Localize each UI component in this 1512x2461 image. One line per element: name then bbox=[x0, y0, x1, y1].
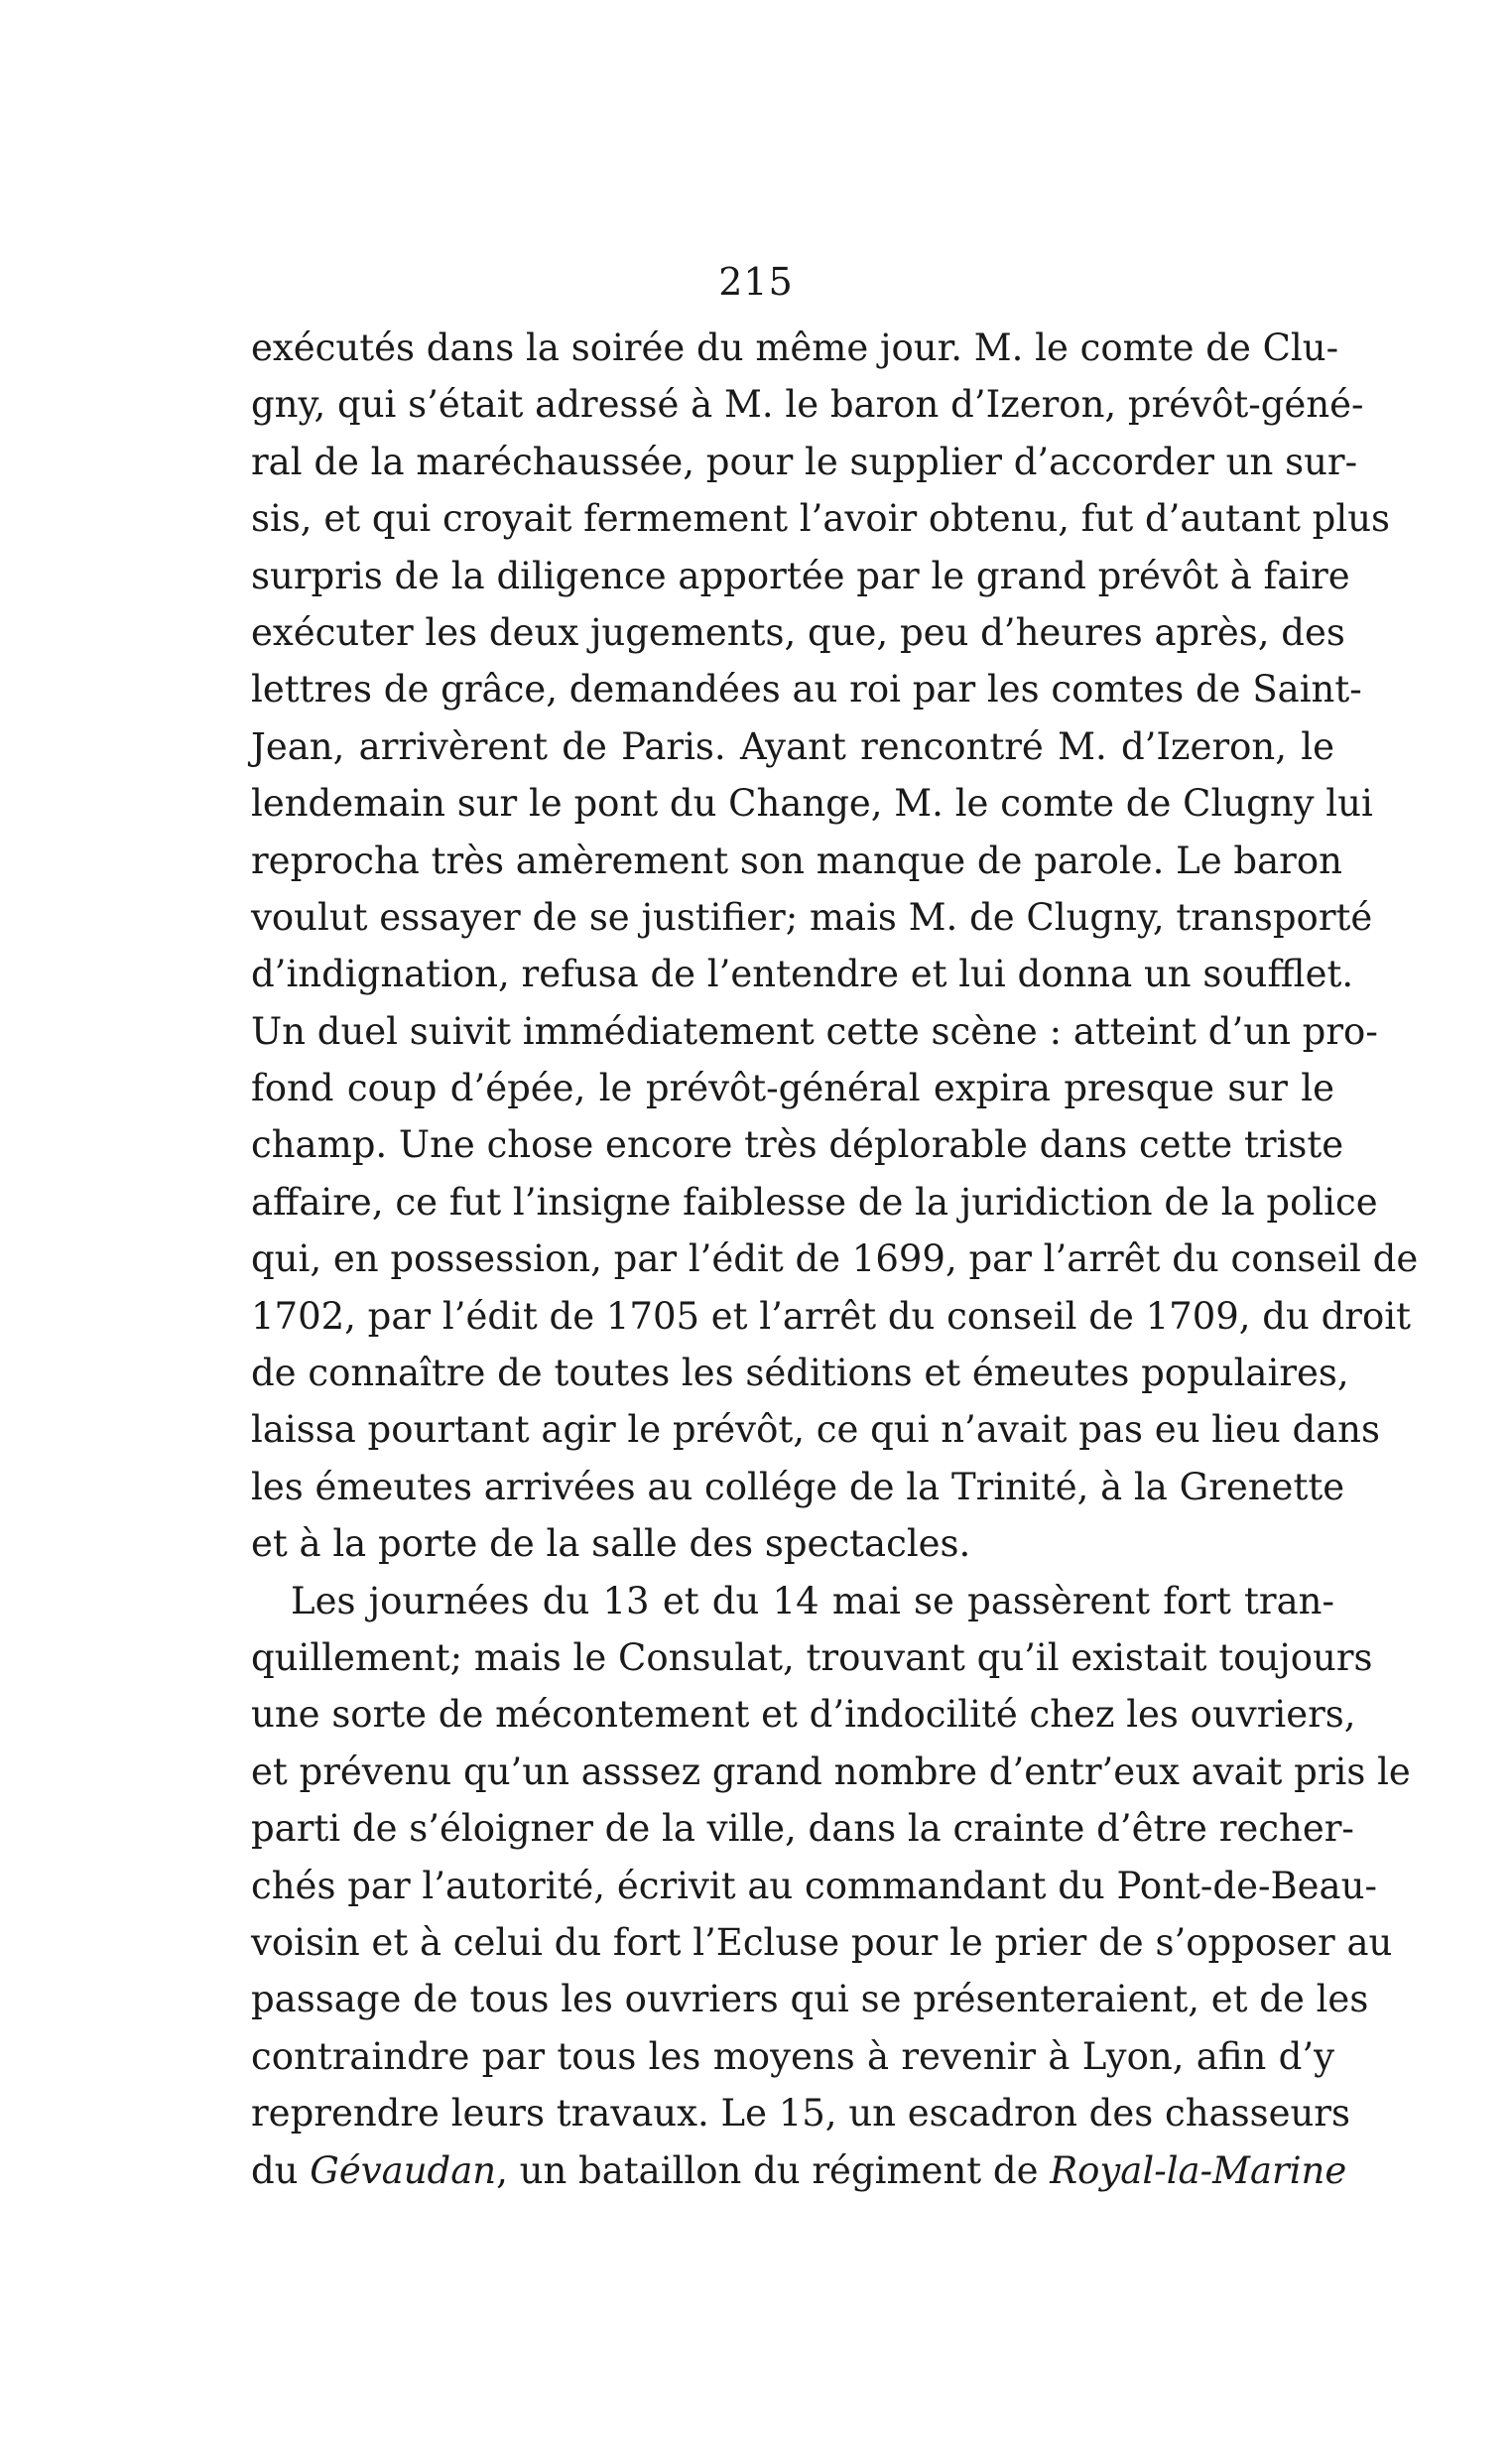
text-line: 1702, par l’édit de 1705 et l’arrêt du conseil de 1709, du droit bbox=[251, 1294, 1411, 1338]
text-line: les émeutes arrivées au collége de la Trinité, à la Grenette bbox=[251, 1465, 1345, 1508]
text-line: voulut essayer de se justifier; mais M. de Clugny, transporté bbox=[251, 895, 1373, 939]
text-line: de connaître de toutes les séditions et émeutes populaires, bbox=[251, 1352, 1349, 1395]
paragraph-2 bbox=[251, 1573, 1411, 2199]
text-line: Jean, arrivèrent de Paris. Ayant rencontré M. d’Izeron, le bbox=[251, 724, 1334, 768]
text-line: lendemain sur le pont du Change, M. le comte de Clugny lui bbox=[251, 782, 1373, 826]
text-line: exécuter les deux jugements, que, peu d’heures après, des bbox=[251, 610, 1345, 654]
text-line: Les journées du 13 et du 14 mai se passèrent fort tran- bbox=[291, 1579, 1334, 1622]
text-line: champ. Une chose encore très déplorable dans cette triste bbox=[251, 1123, 1344, 1167]
text-line: reprendre leurs travaux. Le 15, un escadron des chasseurs bbox=[251, 2092, 1350, 2136]
paragraph-1 bbox=[251, 320, 1419, 1573]
body-text bbox=[251, 320, 1419, 2199]
text-line: gny, qui s’était adressé à M. le baron d’Izeron, prévôt-géné- bbox=[251, 383, 1364, 427]
text-line: qui, en possession, par l’édit de 1699, par l’arrêt du conseil de bbox=[251, 1237, 1419, 1281]
text-line: surpris de la diligence apportée par le grand prévôt à faire bbox=[251, 554, 1350, 597]
text-line: Un duel suivit immédiatement cette scène : atteint d’un pro- bbox=[251, 1009, 1378, 1053]
text-line: reprocha très amèrement son manque de parole. Le baron bbox=[251, 839, 1342, 882]
italic-text: Gévaudan bbox=[310, 2148, 497, 2192]
text-line: lettres de grâce, demandées au roi par les comtes de Saint- bbox=[251, 668, 1362, 712]
text-line: ral de la maréchaussée, pour le supplier d’accorder un sur- bbox=[251, 440, 1358, 483]
text-line: voisin et à celui du fort l’Ecluse pour le prier de s’opposer au bbox=[251, 1920, 1393, 1964]
text-line: d’indignation, refusa de l’entendre et lui donna un soufflet. bbox=[251, 953, 1354, 996]
text-line: parti de s’éloigner de la ville, dans la crainte d’être recher- bbox=[251, 1807, 1354, 1851]
text-line: exécutés dans la soirée du même jour. M. le comte de Clu- bbox=[251, 326, 1339, 369]
text-line: affaire, ce fut l’insigne faiblesse de la juridiction de la police bbox=[251, 1180, 1378, 1224]
text-line: contraindre par tous les moyens à revenir à Lyon, afin d’y bbox=[251, 2034, 1334, 2078]
page-number: 215 bbox=[718, 260, 794, 304]
text-line: passage de tous les ouvriers qui se présenteraient, et de les bbox=[251, 1978, 1369, 2021]
text-line: et prévenu qu’un asssez grand nombre d’entr’eux avait pris le bbox=[251, 1749, 1411, 1793]
text-line: fond coup d’épée, le prévôt-général expira presque sur le bbox=[251, 1067, 1334, 1110]
text-segment: , un bataillon du régiment de bbox=[496, 2148, 1051, 2192]
text-line-final bbox=[251, 2142, 1347, 2199]
text-line: chés par l’autorité, écrivit au commandant du Pont-de-Beau- bbox=[251, 1864, 1377, 1907]
text-segment: du bbox=[251, 2148, 311, 2192]
text-line: et à la porte de la salle des spectacles. bbox=[251, 1522, 971, 1566]
text-line: quillement; mais le Consulat, trouvant qu’il existait toujours bbox=[251, 1635, 1373, 1679]
text-line: laissa pourtant agir le prévôt, ce qui n’avait pas eu lieu dans bbox=[251, 1408, 1381, 1452]
text-line: sis, et qui croyait fermement l’avoir obtenu, fut d’autant plus bbox=[251, 497, 1391, 541]
italic-text: Royal-la-Marine bbox=[1050, 2148, 1347, 2192]
text-line: une sorte de mécontement et d’indocilité chez les ouvriers, bbox=[251, 1693, 1356, 1737]
